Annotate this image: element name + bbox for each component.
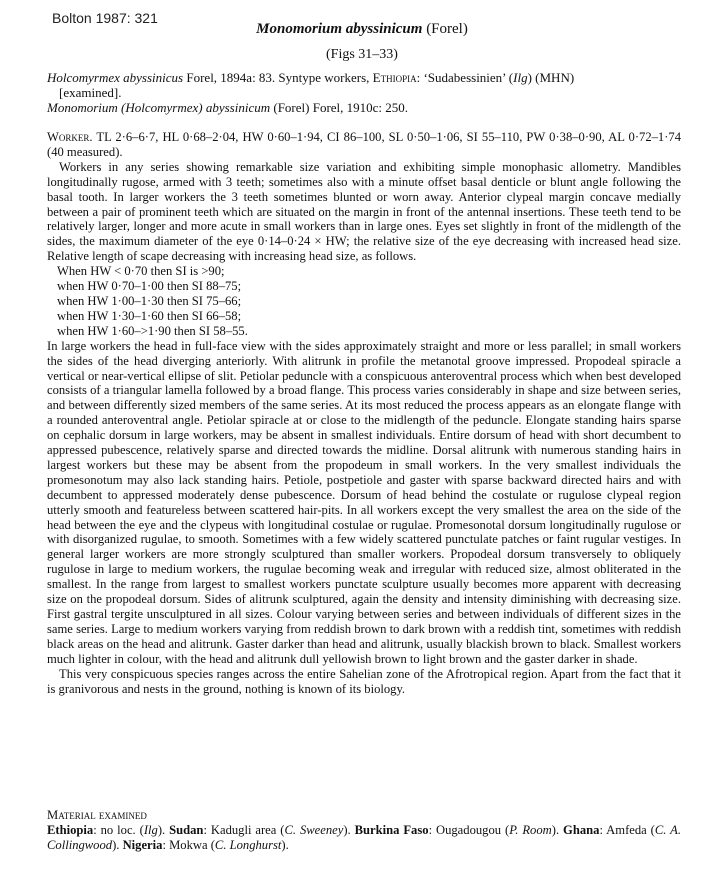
synonym-citation-2: (Forel) Forel, 1910c: 250. [273,100,409,116]
species-name: Monomorium abyssinicum [256,21,423,37]
material-collector: C. Longhurst [214,838,282,852]
type-locality: : ‘Sudabessinien’ ( [416,70,514,85]
material-locality: : Ougadougou ( [428,823,510,837]
material-list [47,823,681,853]
synonym-name-2: Monomorium (Holcomyrmex) abyssinicum [47,100,271,116]
scape-list-item: when HW 1·30–1·60 then SI 66–58; [57,308,242,323]
material-collector: Ilg [143,823,158,837]
worker-para-1: Workers in any series showing remarkable size variation and exhibiting simple monophasic allometry. Mandibles longitudinally rugose, armed with 3 teeth; sometimes also with a minute offset basal denticle or blunt angle following the basal tooth. In larger workers the 3 teeth sometimes blunted or worn away. Anterior clypeal margin concave medially between a pair of prominent teeth which are situated on the margin in front of the antennal insertions. These teeth tend to be relatively larger, longer and more acute in small workers than in large ones. Eyes set slightly in front of the midlength of the sides, the maximum diameter of the eye 0·14–0·24 × HW; the relative size of the eye decreasing with increased head size. Relative length of scape decreasing with increasing head size, as follows. [47,159,681,264]
material-country: Nigeria [122,838,163,852]
synonymy-block [47,70,679,116]
material-country: Ethiopia [47,823,94,837]
synonymy-entry-1-cont: [examined]. [59,85,122,101]
material-country: Ghana [563,823,600,837]
material-collector: C. A. Collingwood [47,823,681,852]
material-title: Material examined [47,808,147,822]
scape-list-item: when HW 1·00–1·30 then SI 75–66; [57,293,242,308]
material-collector: C. Sweeney [284,823,344,837]
material-sep: ). [157,823,170,837]
synonymy-entry-1 [47,70,679,85]
material-sep: ). [551,823,564,837]
worker-para-3: This very conspicuous species ranges across the entire Sahelian zone of the Afrotropical region. Apart from the fact that it is granivorous and nests in the ground, nothing is known of its biology. [47,666,681,696]
citation-label: Bolton 1987: 321 [52,10,158,26]
material-sep: ). [343,823,355,837]
synonym-citation: Forel, 1894a: 83. Syntype workers, [186,70,370,85]
figure-reference: (Figs 31–33) [326,47,398,62]
material-sep: ). [281,838,289,852]
species-author: (Forel) [426,21,468,37]
type-collector: Ilg [513,70,528,85]
type-country: Ethiopia [372,70,417,85]
species-title [0,20,724,38]
synonym-name: Holcomyrmex abyssinicus [47,70,184,85]
measurements-text: TL 2·6–6·7, HL 0·68–2·04, HW 0·60–1·94, CI 86–100, SL 0·50–1·06, SI 55–110, PW 0·38–0·90, AL 0·72–1·74 (40 measured). [47,130,681,159]
material-country: Sudan [169,823,204,837]
worker-description [47,130,681,696]
material-locality: : Mokwa ( [162,838,215,852]
material-locality: : Amfeda ( [599,823,655,837]
material-sep: ). [112,838,123,852]
type-depository: ) (MHN) [527,70,575,85]
worker-measurements [47,130,681,160]
material-locality: : Kadugli area ( [203,823,285,837]
worker-label: Worker. [47,130,93,144]
material-examined [47,808,681,853]
material-locality: : no loc. ( [93,823,144,837]
worker-para-2: In large workers the head in full-face view with the sides approximately straight and more or less parallel; in small workers the sides of the head diverging anteriorly. With alitrunk in profile the metanotal groove impressed. Propodeal spiracle a vertical or near-vertical ellipse of slit. Petiolar peduncle with a conspicuous anteroventral process which when best developed consists of a triangular lamella followed by a broad flange. This process varies considerably in shape and size between series, and between differently sized members of the same series. At its most reduced the process appears as an elongate flange with a rounded anteroventral angle. Petiolar spiracle at or close to the midlength of the peduncle. Elongate standing hairs sparse on cephalic dorsum in large workers, may be absent in smallest individuals. Entire dorsum of head with short decumbent to appressed pubescence, relatively sparse and directed towards the midline. Dorsal alitrunk with numerous standing hairs in largest workers but these may be absent from the propodeum in small workers. In the very smallest individuals the promesonotum may also lack standing hairs. Petiole, postpetiole and gaster with sparse backward directed hairs and with decumbent to appressed moderately dense pubescence. Dorsum of head behind the costulate or rugulose clypeal region utterly smooth and featureless between scattered hair-pits. In all workers except the very smallest the area on the side of the head between the eye and the clypeus with longitudinal costulae or rugulae. Promesonotal dorsum longitudinally rugulose or with disorganized rugulae, to smooth. Sometimes with a few widely scattered punctulate patches or faint rugular vestiges. In general larger workers are more strongly sculptured than smaller workers. Propodeal dorsum transversely to obliquely rugulose in large to medium workers, the rugulae becoming weak and irregular with reduced size, almost obliterated in the smallest. In the range from largest to smallest workers punctate sculpture usually becomes more apparent with decreasing size on the propodeal dorsum. Sides of alitrunk sculptured, again the density and intensity diminishing with decreasing size. First gastral tergite unsculptured in all sizes. Colour varying between series and between individuals of different sizes in the same series. Large to medium workers varying from reddish brown to dark brown with a reddish tint, sometimes with reddish black areas on the head and alitrunk. Gaster darker than head and alitrunk, usually blackish brown to black. Smallest workers much lighter in colour, with the head and alitrunk dull yellowish brown to light brown and the gaster darker in shade. [47,338,681,666]
scape-list-item: when HW 0·70–1·00 then SI 88–75; [57,279,242,294]
scape-list-item: When HW < 0·70 then SI is >90; [57,264,225,279]
scape-list [57,264,681,339]
material-collector: P. Room [509,823,552,837]
synonymy-entry-2 [47,100,679,115]
material-country: Burkina Faso [354,823,429,837]
scape-list-item: when HW 1·60–>1·90 then SI 58–55. [57,323,248,338]
